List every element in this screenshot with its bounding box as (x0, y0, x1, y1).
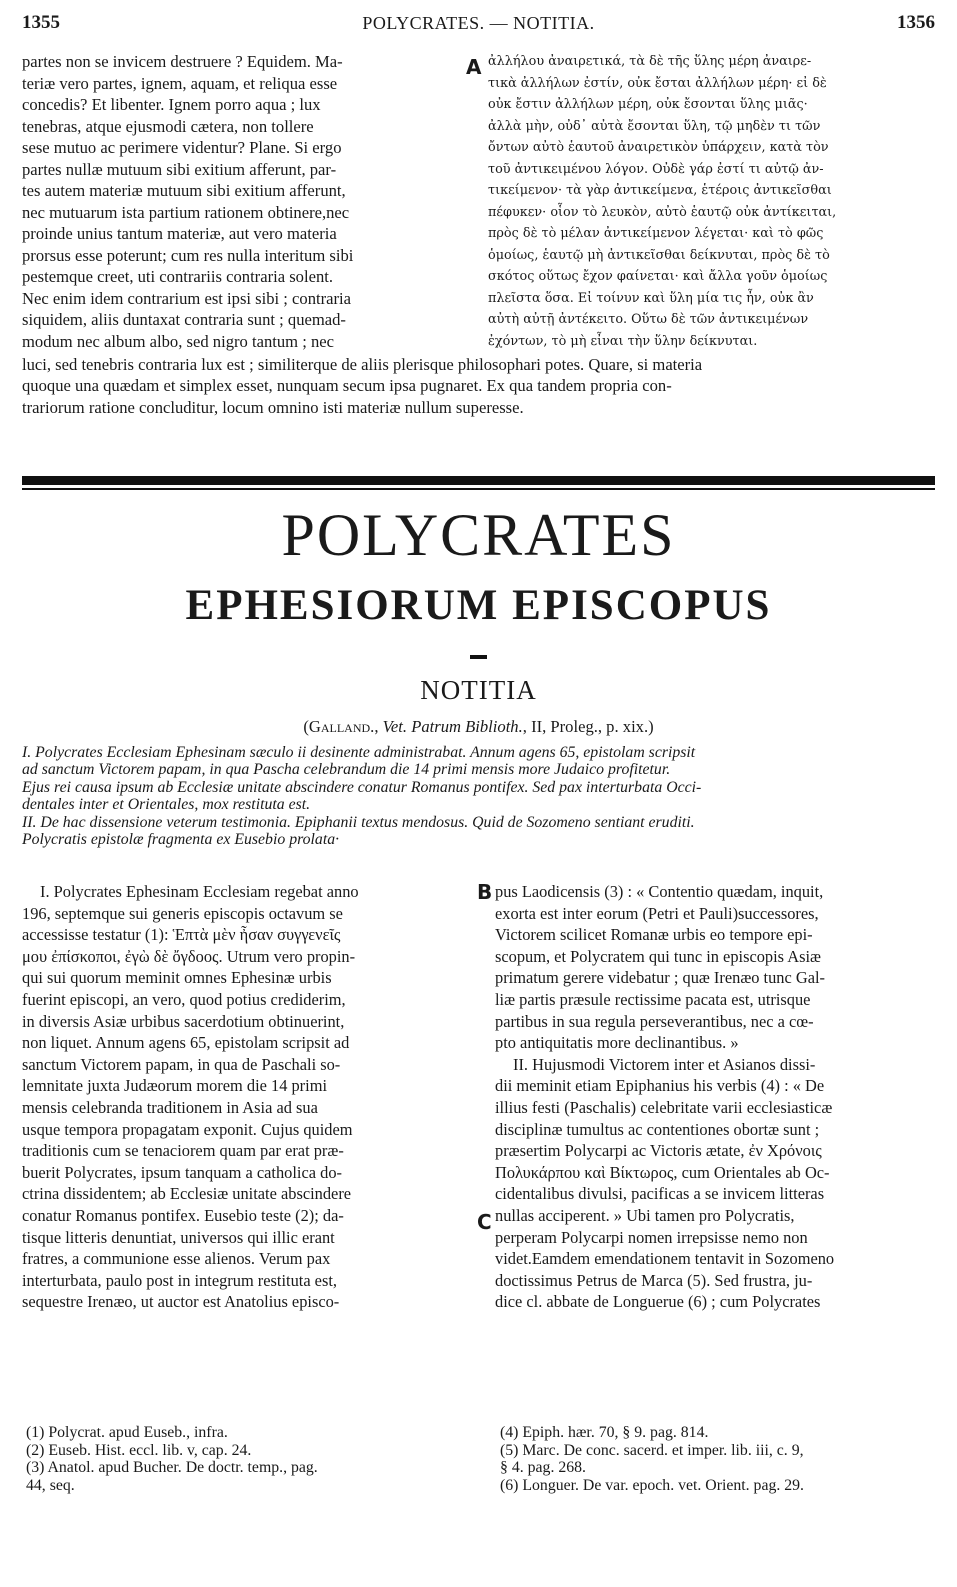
summary-line: dentales inter et Orientales, mox restituta est. (22, 796, 311, 814)
text-line: μου ἐπίσκοποι, ἐγὼ δὲ ὄγδοος. Utrum vero propin- (22, 946, 356, 966)
text-line: nec mutuarum ista partium rationem obtinere,nec (22, 202, 350, 222)
text-line: traditionis cum se tenaciorem quam par erat præ- (22, 1141, 344, 1161)
text-line: Victorem scilicet Romanæ urbis eo tempore epi- (495, 925, 813, 945)
notitia-heading: NOTITIA (420, 675, 537, 705)
thick-rule (22, 476, 935, 485)
text-line: dice cl. abbate de Longuerue (6) ; cum Polycrates (495, 1292, 821, 1312)
footnote: (5) Marc. De conc. sacerd. et imper. lib. iii, c. 9, (500, 1441, 804, 1459)
text-line: trariorum ratione concluditur, locum omnino isti materiæ nullum superesse. (22, 397, 524, 417)
margin-marker-b: B (477, 880, 493, 904)
text-line: modum nec album albo, sed nigro tantum ; nec (22, 331, 334, 351)
text-line: αὐτὴ αὐτῇ ἀντέκειτο. Οὕτω δὲ τῶν ἀντικειμένων (488, 312, 809, 327)
text-line: fratres, a communione esse alienos. Verum pax (22, 1249, 331, 1269)
text-line: non liquet. Annum agens 65, epistolam scripsit ad (22, 1033, 350, 1053)
citation-rest: , II, Proleg., p. xix.) (522, 717, 654, 736)
text-line: interturbata, paulo post in integrum restituta est, (22, 1270, 337, 1290)
summary-line: Ejus rei causa ipsum ab Ecclesiæ unitate abscindere conatur Romanus pontifex. Sed pax interturbata Occi- (22, 778, 702, 796)
text-line: partes non se invicem destruere ? Equidem. Ma- (22, 52, 343, 71)
section-title: POLYCRATES (281, 502, 676, 568)
text-line: exorta est inter eorum (Petri et Pauli)successores, (495, 903, 819, 923)
footnote: (4) Epiph. hær. 70, § 9. pag. 814. (500, 1424, 709, 1441)
source-citation (0, 717, 957, 737)
text-line: disciplinæ tumultus ac contentiones obortæ sunt ; (495, 1119, 820, 1139)
text-line: usque tempora propagatam exponit. Cujus quidem (22, 1119, 353, 1139)
text-line: I. Polycrates Ephesinam Ecclesiam regebat anno (40, 882, 359, 901)
citation-author: Galland. (308, 717, 375, 736)
body-column-left (22, 881, 474, 1313)
text-line: proinde unius tantum materiæ, aut vero materia (22, 224, 337, 243)
text-line: mensis celebranda traditionem in Asia ad sua (22, 1097, 318, 1117)
text-line: Πολυκάρπου καὶ Βίκτωρος, cum Orientales ab Oc- (495, 1162, 830, 1182)
text-line: ἀλλὰ μὴν, οὐδ᾽ αὐτὰ ἔσονται ὕλη, τῷ μηδὲν τι τῶν (488, 118, 821, 134)
greek-column-top (488, 51, 935, 352)
footnote: (2) Euseb. Hist. eccl. lib. v, cap. 24. (26, 1441, 252, 1459)
text-line: πλεῖστα ὅσα. Εἰ τοίνυν καὶ ὕλη μία τις ἦν, οὐκ ἂν (488, 290, 814, 306)
text-line: τικείμενον· τὰ γὰρ ἀντικείμενα, ἑτέροις ἀντικεῖσθαι (488, 183, 832, 198)
footnote: (3) Anatol. apud Bucher. De doctr. temp., pag. (26, 1459, 318, 1476)
summary-line: I. Polycrates Ecclesiam Ephesinam sæculo ii desinente administrabat. Annum agens 65, epistolam scripsit (22, 744, 696, 761)
text-line: nullas acciperent. » Ubi tamen pro Polycratis, (495, 1205, 795, 1225)
footnotes-left (26, 1424, 466, 1494)
text-line: ἀλλήλου ἀναιρετικά, τὰ δὲ τῆς ὕλης μέρη ἀναιρε- (488, 54, 812, 69)
section-subtitle: EPHESIORUM EPISCOPUS (185, 582, 772, 629)
latin-continuation (22, 354, 935, 418)
citation-paren: ( (303, 717, 309, 736)
text-line: sanctum Victorem papam, in qua de Paschali so- (22, 1054, 341, 1074)
footnote: (6) Longuer. De var. epoch. vet. Orient. pag. 29. (500, 1476, 804, 1494)
text-line: τικὰ ἀλλήλων ἐστίν, οὐκ ἔσται ἀλλήλων μέρη· εἰ δὲ (488, 75, 827, 91)
chapter-summary (22, 744, 935, 848)
page-number-right: 1356 (897, 12, 935, 33)
text-line: qui sui quorum meminit omnes Ephesinæ urbis (22, 968, 332, 988)
text-line: pto antiquitatis more declinantibus. » (495, 1033, 739, 1053)
footnotes-right (500, 1424, 935, 1494)
text-line: partibus in sua regula perseverantibus, nec a cœ- (495, 1011, 814, 1031)
text-line: siquidem, aliis duntaxat contraria sunt ; quemad- (22, 310, 346, 329)
text-line: II. Hujusmodi Victorem inter et Asianos dissi- (513, 1054, 816, 1074)
text-line: ctrina dissidentem; ab Ecclesiæ unitate abscindere (22, 1184, 352, 1204)
text-line: doctissimus Petrus de Marca (5). Sed frustra, ju- (495, 1270, 813, 1290)
citation-work: Vet. Patrum Biblioth. (382, 717, 523, 736)
text-line: οὐκ ἔστιν ἀλλήλων μέρη, οὐκ ἔσονται ὕλης μιᾶς· (488, 97, 808, 112)
summary-line: ad sanctum Victorem papam, in qua Pascha celebrandum die 14 primi mensis more Judaico profitetur. (22, 761, 671, 779)
ornament-dash (470, 655, 487, 659)
body-column-right (495, 881, 935, 1313)
text-line: quoque una quædam et simplex esset, nunquam secum ipsa pugnaret. Ex qua tandem propria con- (22, 376, 672, 396)
latin-column-top (22, 51, 460, 352)
text-line: πέφυκεν· οἷον τὸ λευκὸν, αὐτὸ ἑαυτῷ οὐκ ἀντίκειται, (488, 204, 837, 220)
text-line: τοῦ ἀντικειμένου λόγον. Οὐδὲ γάρ ἐστί τι αὐτῷ ἀν- (488, 161, 824, 177)
text-line: prorsus esse poterunt; cum res nulla interitum sibi (22, 245, 354, 265)
text-line: liæ partis præsule rectissime pacata est, utrisque (495, 989, 811, 1009)
text-line: Nec enim idem contrarium est ipsi sibi ; contraria (22, 288, 352, 308)
text-line: lemnitate juxta Judæorum morem die 14 primi (22, 1076, 327, 1096)
text-line: partes nullæ mutuum sibi exitium afferunt, par- (22, 159, 337, 179)
text-line: fuerint episcopi, an vero, quod potius crediderim, (22, 989, 346, 1009)
text-line: tisque litteris denuntiat, universos qui illic erant (22, 1227, 335, 1247)
text-line: σκότος οὕτως ἔχον φαίνεται· καὶ ἄλλα γοῦν ὁμοίως (488, 269, 828, 284)
text-line: ἐχόντων, τὸ μὴ εἶναι τὴν ὕλην δείκνυται. (488, 333, 758, 349)
text-line: cidentalibus divulsi, pacificas a se invicem litteras (495, 1184, 825, 1204)
text-line: 196, septemque sui generis episcopis octavum se (22, 903, 343, 923)
text-line: videt.Eamdem emendationem tentavit in Sozomeno (495, 1249, 835, 1269)
text-line: sese mutuo ac perimere videntur? Plane. Si ergo (22, 138, 342, 157)
text-line: dii meminit etiam Epiphanius his verbis (4) : « De (495, 1076, 825, 1096)
text-line: accessisse testatur (1): Ἑπτὰ μὲν ἦσαν συγγενεῖς (22, 925, 341, 945)
running-header (22, 12, 935, 42)
thin-rule (22, 488, 935, 490)
text-line: πρὸς δὲ τὸ μέλαν ἀντικείμενον λέγεται· καὶ τὸ φῶς (488, 226, 824, 241)
text-line: illius festi (Paschalis) celebritate varii ecclesiasticæ (495, 1097, 833, 1117)
margin-marker-a: A (466, 55, 482, 79)
text-line: sequestre Irenæo, ut auctor est Anatolius episco- (22, 1292, 340, 1312)
footnote: § 4. pag. 268. (500, 1459, 586, 1476)
text-line: tenebras, atque ejusmodi cætera, non tollere (22, 116, 314, 136)
summary-line: Polycratis epistolæ fragmenta ex Eusebio prolata· (22, 831, 340, 849)
summary-line: II. De hac dissensione veterum testimonia. Epiphanii textus mendosus. Quid de Sozomeno sentiant eruditi. (22, 813, 695, 831)
footnote: 44, seq. (26, 1476, 75, 1494)
text-line: teriæ vero partes, ignem, aquam, et reliqua esse (22, 73, 338, 93)
text-line: tes autem materiæ mutuum sibi exitium afferunt, (22, 181, 346, 200)
text-line: concedis? Et libenter. Ignem porro aqua ; lux (22, 95, 321, 114)
running-title: POLYCRATES. — NOTITIA. (362, 13, 595, 33)
text-line: pus Laodicensis (3) : « Contentio quædam, inquit, (495, 882, 824, 901)
text-line: ὄντων αὐτὸ ἑαυτοῦ ἀναιρετικὸν ὑπάρχειν, κατὰ τὸν (488, 140, 829, 155)
footnote: (1) Polycrat. apud Euseb., infra. (26, 1424, 228, 1441)
text-line: conatur Romanus pontifex. Eusebio teste (2); da- (22, 1205, 344, 1225)
text-line: perperam Polycarpi nomen irrepsisse nemo non (495, 1227, 808, 1247)
margin-marker-c: C (477, 1210, 492, 1234)
text-line: pestemque creet, uti contrariis contraria solent. (22, 267, 334, 286)
citation-sep: , (374, 717, 383, 736)
text-line: primatum gerere videbatur ; quæ Irenæo tunc Gal- (495, 968, 825, 988)
text-line: in diversis Asiæ urbibus sacerdotium obtinuerint, (22, 1011, 345, 1031)
text-line: luci, sed tenebris contraria lux est ; similiterque de aliis plerisque philosophari potes. Quare, si materia (22, 355, 703, 374)
text-line: scopum, et Polycratem qui tunc in episcopis Asiæ (495, 946, 821, 966)
text-line: præsertim Polycarpi ac Victoris ætate, ἐν Χρόνοις (495, 1141, 822, 1161)
page-number-left: 1355 (22, 12, 60, 33)
text-line: ὁμοίως, ἑαυτῷ μὴ ἀντικεῖσθαι δείκνυται, πρὸς δὲ τὸ (488, 247, 830, 263)
text-line: buerit Polycrates, ipsum tanquam a catholica do- (22, 1162, 342, 1182)
